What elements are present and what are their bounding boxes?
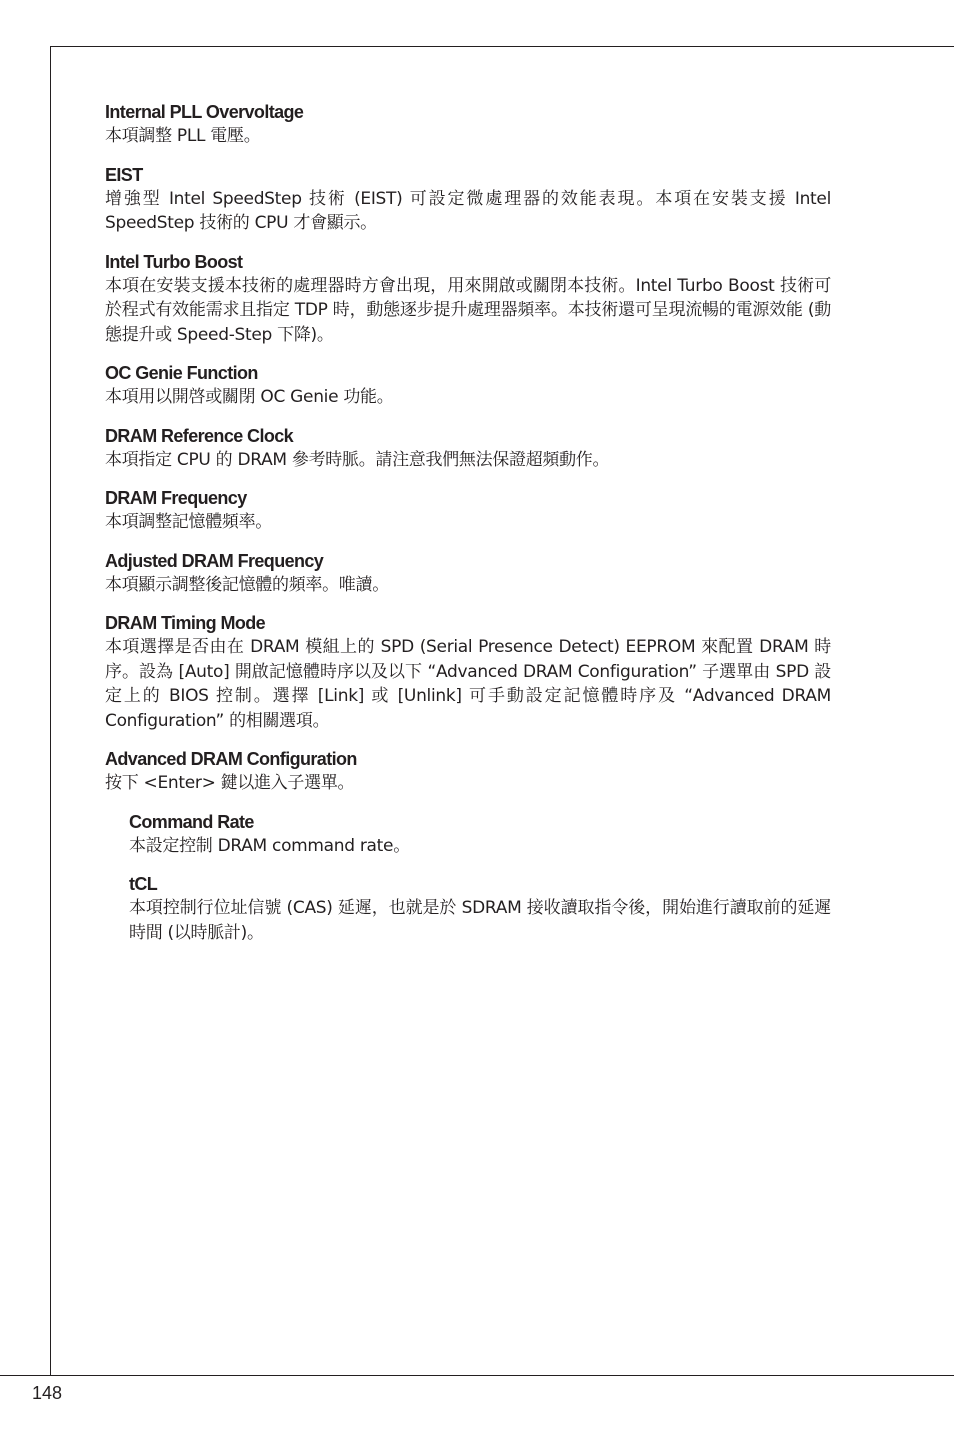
section-description: 按下 <Enter> 鍵以進入子選單。 — [105, 773, 355, 793]
section-oc-genie-function — [105, 361, 831, 410]
section-description: 本項用以開啓或關閉 OC Genie 功能。 — [105, 387, 394, 407]
section-title: Internal PLL Overvoltage — [105, 102, 304, 122]
section-description: 本項調整記憶體頻率。 — [105, 512, 272, 532]
subsection-command-rate — [105, 810, 831, 859]
section-description: 本設定控制 DRAM command rate。 — [129, 835, 410, 856]
section-title: tCL — [129, 874, 158, 894]
section-description: 增強型 Intel SpeedStep 技術 (EIST) 可設定微處理器的效能表現。本項在安裝支援 Intel SpeedStep 技術的 CPU 才會顯示。 — [105, 188, 831, 233]
section-title: Command Rate — [129, 811, 254, 832]
section-description: 本項指定 CPU 的 DRAM 參考時脈。請注意我們無法保證超頻動作。 — [105, 449, 610, 470]
page-frame-left-rule — [50, 46, 51, 1375]
section-title: Advanced DRAM Configuration — [105, 749, 357, 769]
section-advanced-dram-configuration — [105, 747, 831, 796]
section-title: Adjusted DRAM Frequency — [105, 550, 324, 571]
manual-content — [105, 100, 831, 959]
section-dram-timing-mode — [105, 611, 831, 733]
section-title: DRAM Frequency — [105, 488, 247, 508]
page-number: 148 — [32, 1383, 63, 1403]
subsection-tcl — [105, 872, 831, 945]
section-title: OC Genie Function — [105, 363, 258, 383]
section-title: DRAM Timing Mode — [105, 613, 266, 633]
section-dram-reference-clock — [105, 424, 831, 473]
section-title: DRAM Reference Clock — [105, 425, 294, 446]
section-title: Intel Turbo Boost — [105, 251, 243, 272]
section-internal-pll-overvoltage — [105, 100, 831, 149]
section-title: EIST — [105, 164, 143, 185]
section-description: 本項顯示調整後記憶體的頻率。唯讀。 — [105, 574, 389, 595]
section-description: 本項選擇是否由在 DRAM 模組上的 SPD (Serial Presence Detect) EEPROM 來配置 DRAM 時序。設為 [Auto] 開啟記憶體時序以及以下 “Advanced DRAM Configuration” 子選單由 SPD 設定上的 BIOS 控制。選擇 [Link] 或 [Unlink] 可手動設定記憶體時序及 “Advanced DRAM Configuration” 的相關選項。 — [105, 637, 831, 731]
page-frame-top-rule — [50, 46, 954, 47]
section-adjusted-dram-frequency — [105, 549, 831, 598]
section-description: 本項控制行位址信號 (CAS) 延遲，也就是於 SDRAM 接收讀取指令後，開始進行讀取前的延遲時間 (以時脈計)。 — [129, 898, 831, 943]
section-eist — [105, 163, 831, 236]
section-description: 本項調整 PLL 電壓。 — [105, 126, 261, 146]
section-intel-turbo-boost — [105, 250, 831, 348]
section-dram-frequency — [105, 486, 831, 535]
section-description: 本項在安裝支援本技術的處理器時方會出現，用來開啟或關閉本技術。Intel Turbo Boost 技術可於程式有效能需求且指定 TDP 時，動態逐步提升處理器頻率。本技術還可呈現流暢的電源效能 (動態提升或 Speed-Step 下降)。 — [105, 275, 831, 345]
page-frame-bottom-rule — [0, 1375, 954, 1376]
